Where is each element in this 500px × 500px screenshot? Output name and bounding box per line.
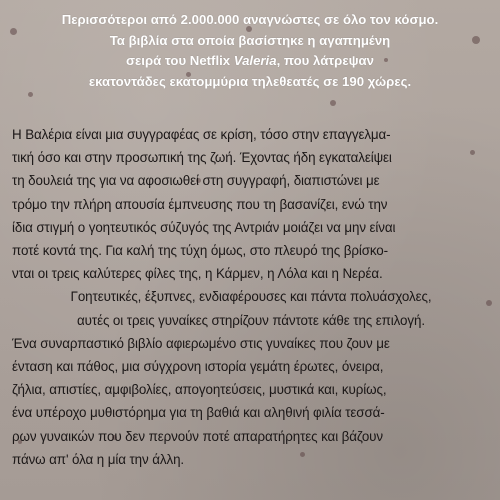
synopsis-line: αυτές οι τρεις γυναίκες στηρίζουν πάντοτε κάθε της επιλογή. xyxy=(77,312,425,328)
synopsis-line: Γοητευτικές, έξυπνες, ενδιαφέρουσες και πάντα πολυάσχολες, xyxy=(70,289,432,305)
synopsis-line: νται οι τρεις καλύτερες φίλες της, η Κάρμεν, η Λόλα και η Νερέα. xyxy=(12,266,383,282)
synopsis-line: πάνω απ' όλα η μία την άλλη. xyxy=(12,451,185,467)
synopsis-line: ένταση και πάθος, μια σύγχρονη ιστορία γεμάτη έρωτες, όνειρα, xyxy=(12,359,384,375)
promo-line: Τα βιβλία στα οποία βασίστηκε η αγαπημένη xyxy=(109,32,391,48)
promo-line: εκατοντάδες εκατομμύρια τηλεθεατές σε 190 χώρες. xyxy=(88,73,412,89)
synopsis-line: τρόμο την πλήρη απουσία έμπνευσης που τη βασανίζει, ενώ την xyxy=(12,196,388,212)
promo-line xyxy=(20,51,480,72)
synopsis-line: ίδια στιγμή ο γοητευτικός σύζυγός της Αντριάν μοιάζει να μην είναι xyxy=(12,219,396,235)
synopsis xyxy=(12,123,490,471)
series-title: Valeria xyxy=(233,53,277,68)
promo-blurb xyxy=(20,10,480,92)
promo-line: Περισσότεροι από 2.000.000 αναγνώστες σε όλο τον κόσμο. xyxy=(61,12,439,27)
synopsis-line: ζήλια, απιστίες, αμφιβολίες, απογοητεύσεις, μυστικά και, κυρίως, xyxy=(12,382,387,398)
synopsis-line: τη δουλειά της για να αφοσιωθεί στη συγγραφή, διαπιστώνει με xyxy=(12,173,380,189)
synopsis-line: Ένα συναρπαστικό βιβλίο αφιερωμένο στις γυναίκες που ζουν με xyxy=(12,335,390,351)
synopsis-line: ένα υπέροχο μυθιστόρημα για τη βαθιά και αληθινή φιλία τεσσά- xyxy=(12,405,385,421)
synopsis-line: ρων γυναικών που δεν περνούν ποτέ απαρατήρητες και βάζουν xyxy=(12,428,384,444)
synopsis-line: Η Βαλέρια είναι μια συγγραφέας σε κρίση, τόσο στην επαγγελμα- xyxy=(12,127,391,142)
ink-spot xyxy=(28,92,33,97)
synopsis-line: τική όσο και στην προσωπική της ζωή. Έχοντας ήδη εγκαταλείψει xyxy=(12,150,392,166)
promo-text: , που λάτρεψαν xyxy=(276,53,374,68)
ink-spot xyxy=(10,28,17,35)
ink-spot xyxy=(330,100,336,106)
synopsis-line: ποτέ κοντά της. Για καλή της τύχη όμως, στο πλευρό της βρίσκο- xyxy=(12,243,389,259)
promo-text: σειρά του Netflix xyxy=(126,53,234,68)
